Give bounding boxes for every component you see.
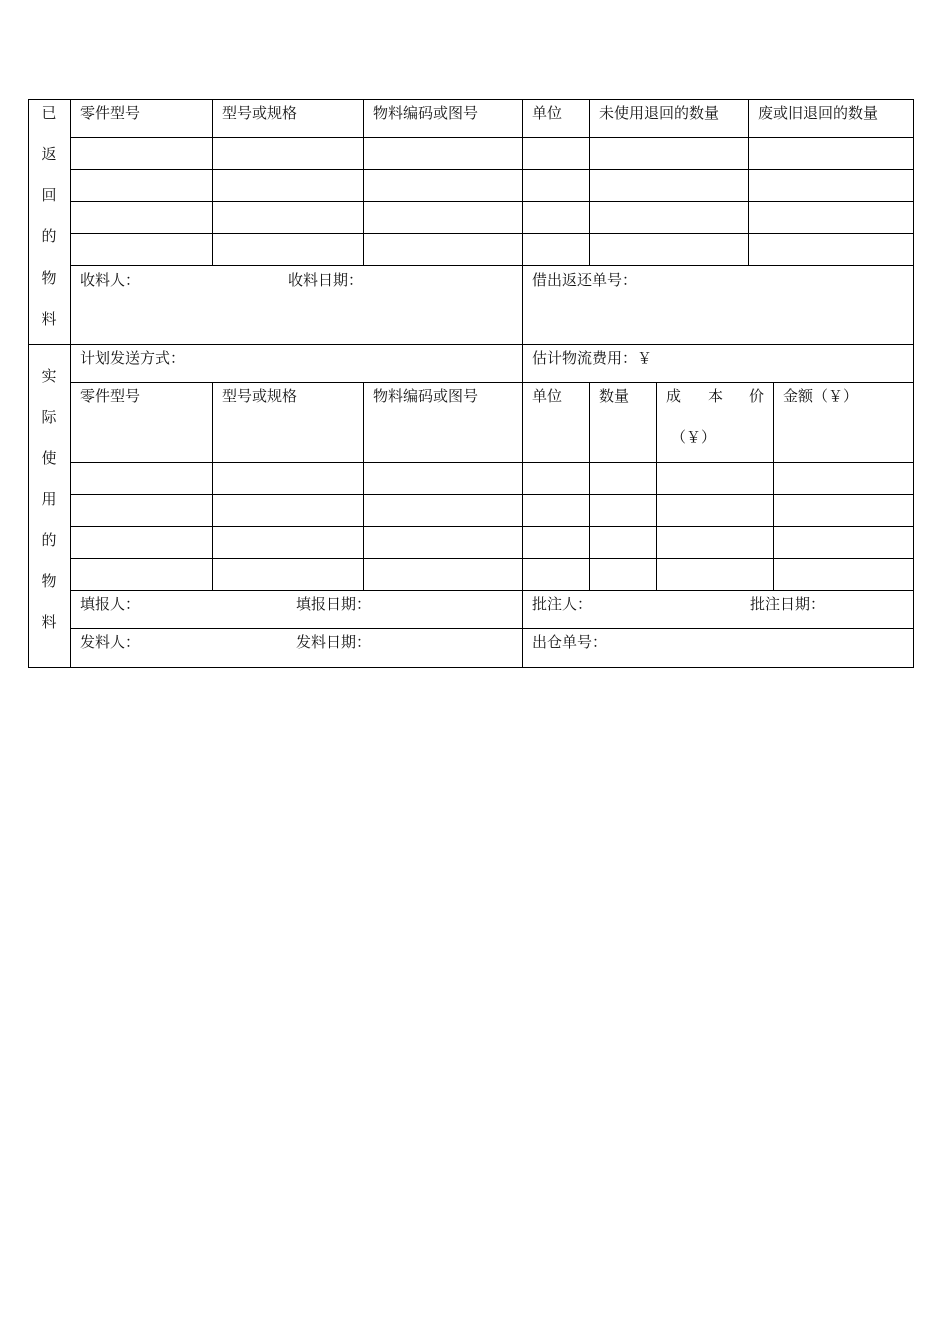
side-char: 的 (41, 227, 57, 245)
header-part-model: 零件型号 (80, 104, 141, 122)
header-unused-qty: 未使用退回的数量 (599, 104, 720, 122)
material-form (28, 99, 914, 668)
header-spec: 型号或规格 (222, 104, 298, 122)
receiver-label: 收料人： (80, 271, 141, 289)
issue-date-label: 发料日期： (296, 633, 372, 651)
header-material-code: 物料编码或图号 (373, 387, 479, 405)
header-unit-price-1: 成 (666, 387, 682, 405)
col-line (363, 99, 364, 265)
header-spec: 型号或规格 (222, 387, 298, 405)
fill-date-label: 填报日期： (296, 595, 372, 613)
loan-return-no-label: 借出返还单号： (532, 271, 638, 289)
side-char: 料 (41, 310, 57, 328)
side-char: 用 (41, 490, 57, 508)
header-amount: 金额（￥） (783, 387, 859, 405)
row-line (70, 382, 914, 383)
side-char: 实 (41, 367, 57, 385)
header-unit: 单位 (532, 387, 563, 405)
row-line (70, 201, 914, 202)
row-line (70, 137, 914, 138)
col-line (522, 99, 523, 344)
header-scrap-qty: 废或旧退回的数量 (758, 104, 879, 122)
side-char: 使 (41, 449, 57, 467)
header-quantity: 数量 (599, 387, 630, 405)
row-line (70, 590, 914, 591)
side-char: 料 (41, 613, 57, 631)
row-line (70, 265, 914, 266)
row-line (70, 628, 914, 629)
side-char: 的 (41, 531, 57, 549)
row-line (70, 526, 914, 527)
side-divider (70, 99, 71, 668)
approver-label: 批注人： (532, 595, 593, 613)
col-line (363, 382, 364, 590)
side-char: 已 (41, 104, 57, 122)
col-line (773, 382, 774, 590)
est-cost-label: 估计物流费用：￥ (532, 349, 653, 367)
issuer-label: 发料人： (80, 633, 141, 651)
row-line (70, 558, 914, 559)
row-line (70, 169, 914, 170)
row-line (70, 462, 914, 463)
border-right (913, 99, 914, 668)
header-unit: 单位 (532, 104, 563, 122)
header-unit-price-3: 价 (749, 387, 765, 405)
col-line (212, 382, 213, 590)
col-line (212, 99, 213, 265)
col-line (589, 382, 590, 590)
filler-label: 填报人： (80, 595, 141, 613)
side-char: 物 (41, 269, 57, 287)
side-char: 物 (41, 572, 57, 590)
outbound-no-label: 出仓单号： (532, 633, 608, 651)
header-unit-price-2: 本 (708, 387, 724, 405)
section-divider (28, 344, 914, 345)
row-line (70, 233, 914, 234)
col-line (656, 382, 657, 590)
border-top (28, 99, 914, 100)
header-unit-price-currency: （￥） (671, 428, 717, 446)
header-part-model: 零件型号 (80, 387, 141, 405)
approve-date-label: 批注日期： (750, 595, 826, 613)
row-line (70, 494, 914, 495)
col-line (522, 344, 523, 668)
receive-date-label: 收料日期： (288, 271, 364, 289)
header-material-code: 物料编码或图号 (373, 104, 479, 122)
border-bottom (28, 667, 914, 668)
plan-method-label: 计划发送方式： (80, 349, 186, 367)
side-char: 回 (41, 186, 57, 204)
side-char: 返 (41, 145, 57, 163)
side-char: 际 (41, 408, 57, 426)
col-line (589, 99, 590, 265)
col-line (748, 99, 749, 265)
